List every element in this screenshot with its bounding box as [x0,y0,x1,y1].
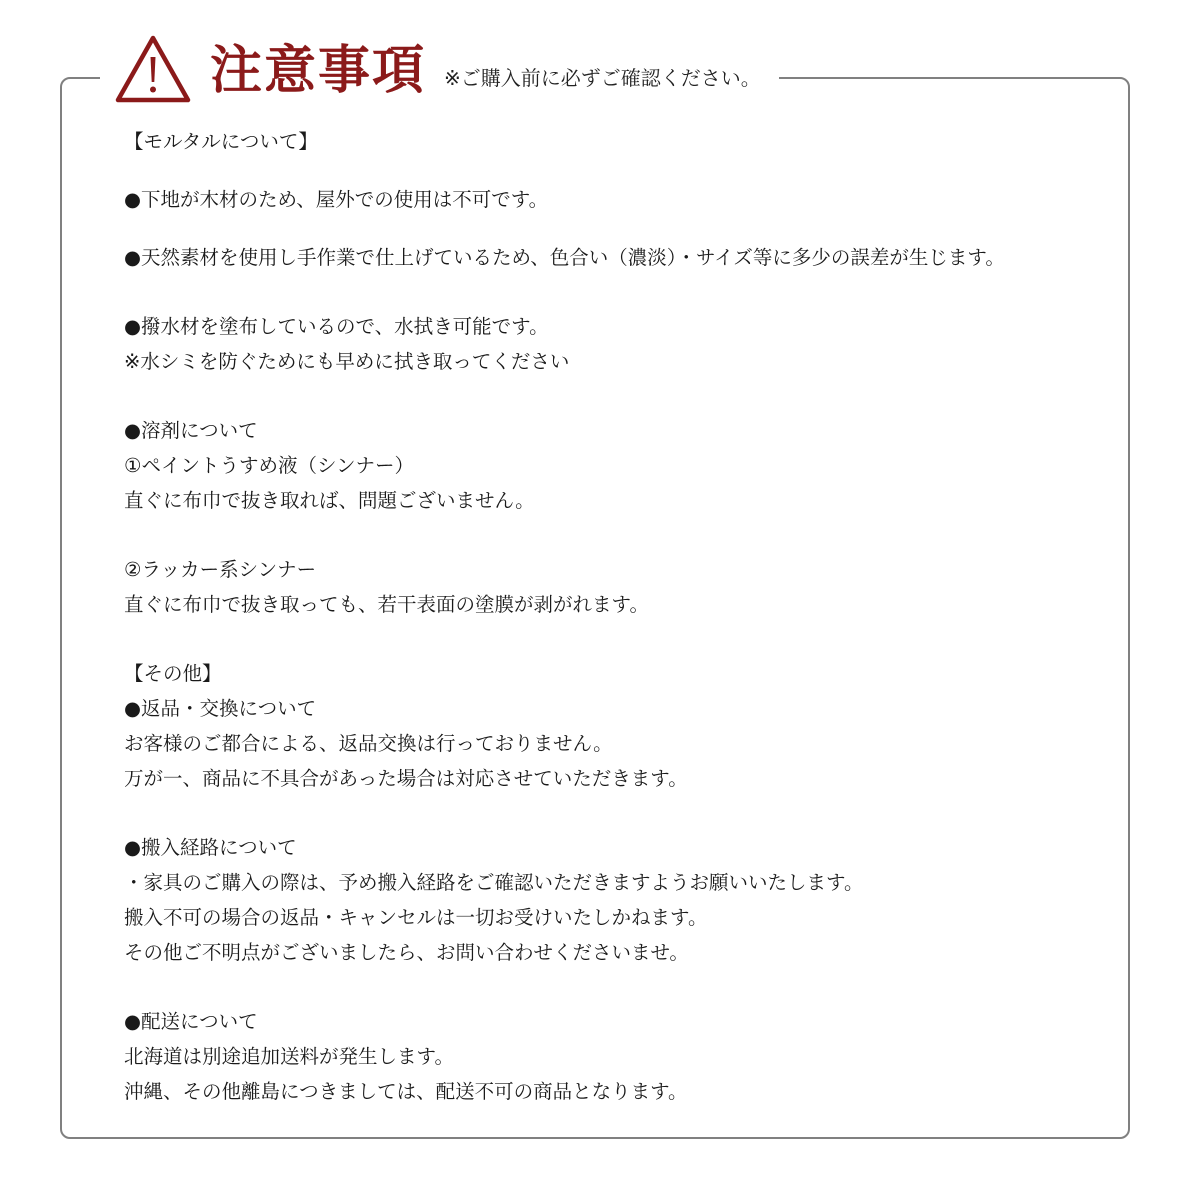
notice-content [124,124,1114,1109]
section-heading-other: 【その他】 [124,662,222,685]
returns-line-2: 万が一、商品に不具合があった場合は対応させていただきます。 [124,767,688,790]
shipping-line-1: 北海道は別途追加送料が発生します。 [124,1045,454,1068]
mortar-item-water-repellent: ●撥水材を塗布しているので、水拭き可能です。 [124,315,549,338]
delivery-route-line-2: 搬入不可の場合の返品・キャンセルは一切お受けいたしかねます。 [124,906,708,929]
lacquer-thinner-text: 直ぐに布巾で抜き取っても、若干表面の塗膜が剥がれます。 [124,593,649,616]
returns-heading: ●返品・交換について [124,697,317,720]
mortar-item-water-note: ※水シミを防ぐためにも早めに拭き取ってください [124,350,570,373]
paint-thinner-title: ①ペイントうすめ液（シンナー） [124,454,414,477]
lacquer-thinner-title: ②ラッカー系シンナー [124,558,317,581]
page-title: 注意事項 [210,41,427,101]
mortar-item-natural-variance: ●天然素材を使用し手作業で仕上げているため、色合い（濃淡）・サイズ等に多少の誤差が生じます。 [124,246,1005,269]
delivery-route-heading: ●搬入経路について [124,836,297,859]
delivery-route-line-3: その他ご不明点がございましたら、お問い合わせくださいませ。 [124,941,689,964]
returns-line-1: お客様のご都合による、返品交換は行っておりません。 [124,732,613,755]
paint-thinner-text: 直ぐに布巾で抜き取れば、問題ございません。 [124,489,535,512]
solvent-heading: ●溶剤について [124,419,258,442]
section-heading-mortar: 【モルタルについて】 [124,130,318,153]
shipping-line-2: 沖縄、その他離島につきましては、配送不可の商品となります。 [124,1080,688,1103]
mortar-item-indoor-only: ●下地が木材のため、屋外での使用は不可です。 [124,188,549,211]
delivery-route-line-1: ・家具のご購入の際は、予め搬入経路をご確認いただきますようお願いいたします。 [124,871,864,894]
warning-triangle-icon [114,33,192,105]
notice-header [100,28,779,110]
page-subtitle: ※ご購入前に必ずご確認ください。 [444,65,761,90]
shipping-heading: ●配送について [124,1010,258,1033]
